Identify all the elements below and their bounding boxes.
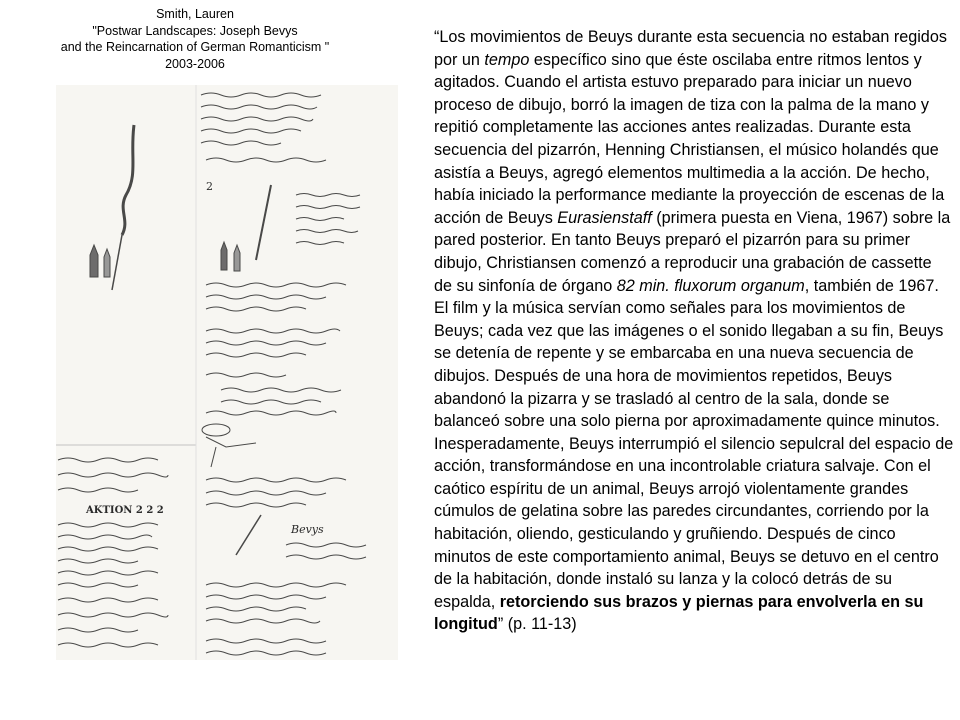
sketch-label-2: 2 xyxy=(206,180,213,193)
quote-text-1: “Los movimientos de Beuys durante esta secuencia no estaban regidos por un xyxy=(434,28,947,69)
quote-text-3: (primera puesta en Viena, 1967) sobre la pared posterior. En tanto Beuys preparó el pizarrón para su primer dibujo, Christiansen comenzó a reproducir una grabación de cassette de su sinfonía de órgano xyxy=(434,208,951,295)
sketch-label-bevys: Bevys xyxy=(291,523,324,536)
quote-paragraph xyxy=(434,26,954,636)
caption-years: 2003-2006 xyxy=(165,56,225,71)
notes-sketch-image xyxy=(56,85,398,660)
quote-emphasis-eurasienstaff: Eurasienstaff xyxy=(557,208,652,227)
quote-text-2: específico sino que éste oscilaba entre ritmos lentos y agitados. Cuando el artista estuvo preparado para iniciar un nuevo proceso de dibujo, borró la imagen de tiza con la palma de la mano y repitió completamente las acciones antes realizadas. Durante esta secuencia del pizarrón, Henning Christiansen, el músico holandés que asistía a Beuys, agregó elementos multimedia a la acción. De hecho, había iniciado la performance mediante la proyección de escenas de la acción de Beuys xyxy=(434,50,945,227)
quote-emphasis-fluxorum: 82 min. fluxorum organum xyxy=(616,276,805,295)
staff-stroke xyxy=(122,125,134,235)
caption-title-line1: "Postwar Landscapes: Joseph Bevys xyxy=(92,23,298,38)
quote-bold-phrase: retorciendo sus brazos y piernas para envolverla en su longitud xyxy=(434,592,924,634)
quote-emphasis-tempo: tempo xyxy=(484,50,530,69)
handwritten-notes-scan xyxy=(56,85,398,660)
caption-title-line2: and the Reincarnation of German Romanticism " xyxy=(60,40,330,54)
sketch-label-aktion: AKTION 2 2 2 xyxy=(86,505,164,516)
caption-author: Smith, Lauren xyxy=(156,7,234,21)
figure-caption xyxy=(20,6,370,72)
quote-citation: ” (p. 11-13) xyxy=(497,615,577,634)
quote-text-4: , también de 1967. El film y la música servían como señales para los movimientos de Beuys; cada vez que las imágenes o el sonido llegaban a su fin, Beuys se detenía de repente y se embarcaba en una nueva secuencia de dibujos. Después de una hora de movimientos repetidos, Beuys abandonó la pizarra y se trasladó al centro de la sala, donde se balanceó sobre una solo pierna por aproximadamente quince minutos. Inesperadamente, Beuys interrumpió el silencio sepulcral del espacio de acción, transformándose en una incontrolable criatura salvaje. Con el caótico espíritu de un animal, Beuys arrojó violentamente grandes cúmulos de gelatina sobre las paredes circundantes, corriendo por la habitación, oliendo, gesticulando y gruñiendo. Después de cinco minutos de este comportamiento animal, Beuys se detuvo en el centro de la habitación, donde instaló su lanza y la colocó detrás de su espalda, xyxy=(434,276,954,611)
